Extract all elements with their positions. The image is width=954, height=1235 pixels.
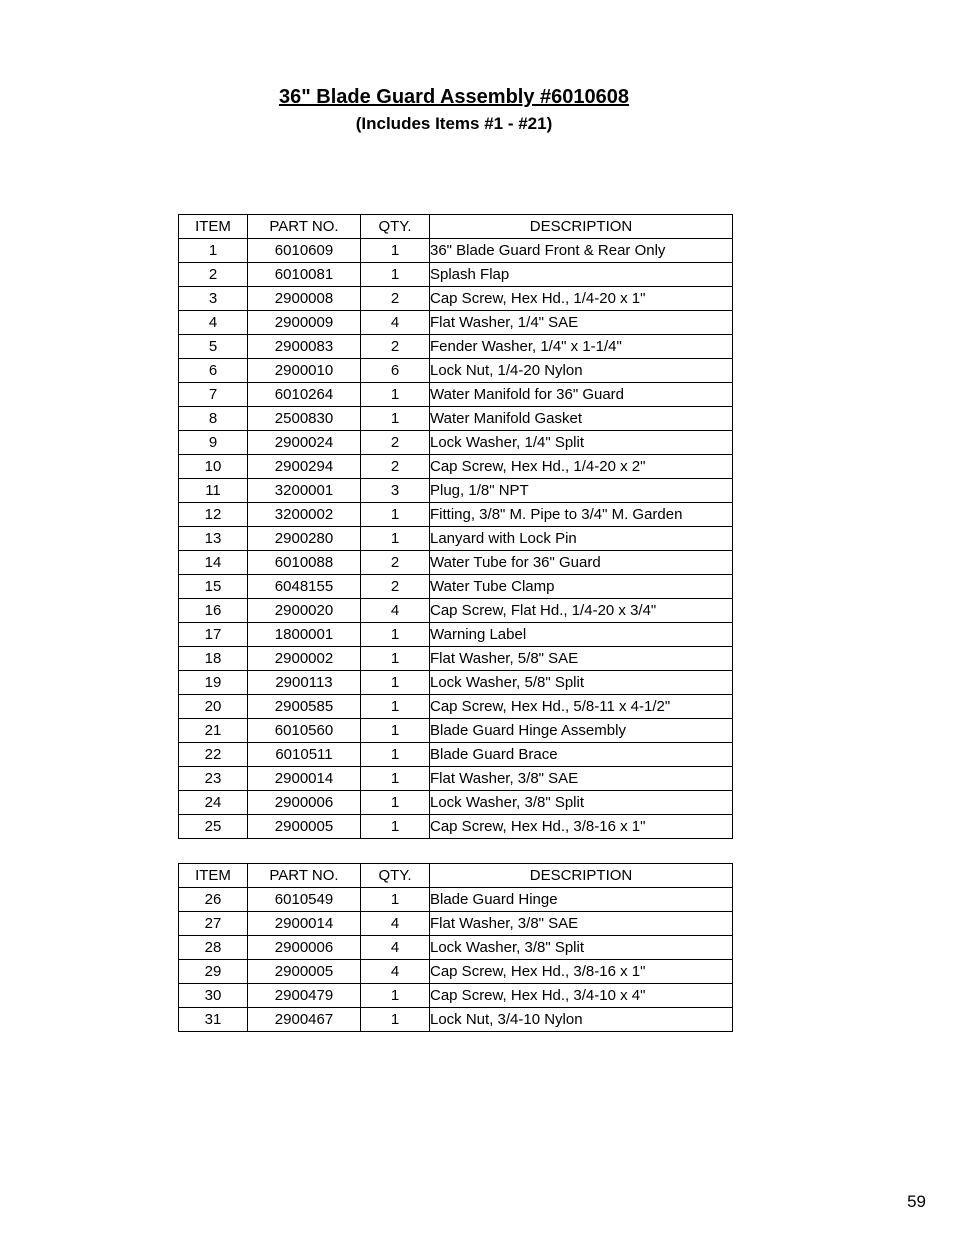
item-cell: 2 [179,263,248,287]
table-row [179,575,733,599]
column-header-description: DESCRIPTION [430,864,733,888]
item-cell: 30 [179,984,248,1008]
table-row [179,311,733,335]
qty-cell: 1 [361,239,430,263]
description-cell: Fender Washer, 1/4" x 1-1/4" [430,335,733,359]
part-no-cell: 2900020 [248,599,361,623]
qty-cell: 1 [361,791,430,815]
item-cell: 11 [179,479,248,503]
item-cell: 14 [179,551,248,575]
part-no-cell: 1800001 [248,623,361,647]
description-cell: Flat Washer, 1/4" SAE [430,311,733,335]
table-row [179,431,733,455]
part-no-cell: 2900280 [248,527,361,551]
parts-table-2 [178,863,733,1032]
part-no-cell: 2900008 [248,287,361,311]
column-header-item: ITEM [179,215,248,239]
qty-cell: 1 [361,719,430,743]
description-cell: Water Manifold for 36" Guard [430,383,733,407]
qty-cell: 1 [361,671,430,695]
item-cell: 4 [179,311,248,335]
description-cell: Lock Washer, 3/8" Split [430,936,733,960]
part-no-cell: 2900113 [248,671,361,695]
part-no-cell: 2900294 [248,455,361,479]
part-no-cell: 3200001 [248,479,361,503]
qty-cell: 4 [361,936,430,960]
item-cell: 13 [179,527,248,551]
part-no-cell: 6010081 [248,263,361,287]
description-cell: 36" Blade Guard Front & Rear Only [430,239,733,263]
description-cell: Cap Screw, Hex Hd., 3/4-10 x 4" [430,984,733,1008]
qty-cell: 4 [361,912,430,936]
table-row [179,479,733,503]
qty-cell: 1 [361,888,430,912]
column-header-part-no: PART NO. [248,215,361,239]
item-cell: 17 [179,623,248,647]
table-row [179,984,733,1008]
page-subtitle: (Includes Items #1 - #21) [355,114,553,133]
description-cell: Water Tube Clamp [430,575,733,599]
qty-cell: 6 [361,359,430,383]
table-header-row [179,215,733,239]
table-row [179,815,733,839]
part-no-cell: 2900002 [248,647,361,671]
qty-cell: 1 [361,263,430,287]
table-row [179,239,733,263]
qty-cell: 4 [361,311,430,335]
table-row [179,791,733,815]
qty-cell: 1 [361,383,430,407]
description-cell: Blade Guard Hinge [430,888,733,912]
description-cell: Lock Nut, 3/4-10 Nylon [430,1008,733,1032]
qty-cell: 1 [361,767,430,791]
description-cell: Flat Washer, 3/8" SAE [430,767,733,791]
table-row [179,936,733,960]
part-no-cell: 6010609 [248,239,361,263]
qty-cell: 1 [361,984,430,1008]
description-cell: Lock Washer, 3/8" Split [430,791,733,815]
table-row [179,455,733,479]
item-cell: 26 [179,888,248,912]
qty-cell: 2 [361,575,430,599]
column-header-qty: QTY. [361,864,430,888]
description-cell: Fitting, 3/8" M. Pipe to 3/4" M. Garden [430,503,733,527]
table-row [179,359,733,383]
part-no-cell: 2900014 [248,767,361,791]
table-row [179,503,733,527]
item-cell: 21 [179,719,248,743]
part-no-cell: 2900006 [248,791,361,815]
item-cell: 12 [179,503,248,527]
item-cell: 9 [179,431,248,455]
part-no-cell: 6010549 [248,888,361,912]
item-cell: 20 [179,695,248,719]
description-cell: Lock Washer, 5/8" Split [430,671,733,695]
qty-cell: 4 [361,960,430,984]
description-cell: Plug, 1/8" NPT [430,479,733,503]
qty-cell: 1 [361,815,430,839]
table-row [179,743,733,767]
qty-cell: 2 [361,431,430,455]
table-row [179,599,733,623]
part-no-cell: 2900006 [248,936,361,960]
table-row [179,263,733,287]
part-no-cell: 2900005 [248,960,361,984]
table-row [179,888,733,912]
item-cell: 7 [179,383,248,407]
item-cell: 29 [179,960,248,984]
item-cell: 5 [179,335,248,359]
parts-table-1 [178,214,733,839]
item-cell: 1 [179,239,248,263]
item-cell: 15 [179,575,248,599]
qty-cell: 1 [361,623,430,647]
part-no-cell: 6048155 [248,575,361,599]
qty-cell: 2 [361,455,430,479]
description-cell: Blade Guard Brace [430,743,733,767]
part-no-cell: 2900009 [248,311,361,335]
part-no-cell: 2900005 [248,815,361,839]
description-cell: Flat Washer, 5/8" SAE [430,647,733,671]
qty-cell: 4 [361,599,430,623]
qty-cell: 1 [361,527,430,551]
column-header-part-no: PART NO. [248,864,361,888]
description-cell: Cap Screw, Hex Hd., 5/8-11 x 4-1/2" [430,695,733,719]
item-cell: 25 [179,815,248,839]
part-no-cell: 6010560 [248,719,361,743]
table-row [179,1008,733,1032]
qty-cell: 1 [361,743,430,767]
description-cell: Cap Screw, Hex Hd., 3/8-16 x 1" [430,815,733,839]
item-cell: 27 [179,912,248,936]
item-cell: 6 [179,359,248,383]
qty-cell: 2 [361,551,430,575]
qty-cell: 2 [361,287,430,311]
table-header-row [179,864,733,888]
item-cell: 18 [179,647,248,671]
table-row [179,527,733,551]
description-cell: Cap Screw, Hex Hd., 1/4-20 x 2" [430,455,733,479]
item-cell: 8 [179,407,248,431]
item-cell: 3 [179,287,248,311]
description-cell: Lanyard with Lock Pin [430,527,733,551]
page-number: 59 [907,1192,926,1211]
part-no-cell: 6010088 [248,551,361,575]
table-row [179,912,733,936]
description-cell: Splash Flap [430,263,733,287]
item-cell: 22 [179,743,248,767]
part-no-cell: 6010511 [248,743,361,767]
table-row [179,767,733,791]
description-cell: Water Manifold Gasket [430,407,733,431]
description-cell: Water Tube for 36" Guard [430,551,733,575]
part-no-cell: 6010264 [248,383,361,407]
qty-cell: 3 [361,479,430,503]
part-no-cell: 2900585 [248,695,361,719]
part-no-cell: 2900014 [248,912,361,936]
item-cell: 28 [179,936,248,960]
part-no-cell: 3200002 [248,503,361,527]
description-cell: Cap Screw, Hex Hd., 1/4-20 x 1" [430,287,733,311]
part-no-cell: 2900024 [248,431,361,455]
table-row [179,719,733,743]
item-cell: 23 [179,767,248,791]
description-cell: Blade Guard Hinge Assembly [430,719,733,743]
table-row [179,647,733,671]
item-cell: 24 [179,791,248,815]
qty-cell: 1 [361,695,430,719]
table-row [179,551,733,575]
item-cell: 10 [179,455,248,479]
qty-cell: 2 [361,335,430,359]
qty-cell: 1 [361,647,430,671]
qty-cell: 1 [361,407,430,431]
description-cell: Lock Nut, 1/4-20 Nylon [430,359,733,383]
qty-cell: 1 [361,503,430,527]
table-row [179,695,733,719]
page-title: 36" Blade Guard Assembly #6010608 [278,86,630,108]
description-cell: Flat Washer, 3/8" SAE [430,912,733,936]
column-header-description: DESCRIPTION [430,215,733,239]
description-cell: Cap Screw, Hex Hd., 3/8-16 x 1" [430,960,733,984]
item-cell: 19 [179,671,248,695]
column-header-qty: QTY. [361,215,430,239]
description-cell: Warning Label [430,623,733,647]
description-cell: Lock Washer, 1/4" Split [430,431,733,455]
table-row [179,383,733,407]
part-no-cell: 2900467 [248,1008,361,1032]
table-row [179,623,733,647]
item-cell: 16 [179,599,248,623]
part-no-cell: 2900479 [248,984,361,1008]
part-no-cell: 2500830 [248,407,361,431]
table-row [179,407,733,431]
qty-cell: 1 [361,1008,430,1032]
table-row [179,960,733,984]
part-no-cell: 2900010 [248,359,361,383]
table-row [179,671,733,695]
column-header-item: ITEM [179,864,248,888]
item-cell: 31 [179,1008,248,1032]
table-row [179,287,733,311]
description-cell: Cap Screw, Flat Hd., 1/4-20 x 3/4" [430,599,733,623]
table-row [179,335,733,359]
part-no-cell: 2900083 [248,335,361,359]
